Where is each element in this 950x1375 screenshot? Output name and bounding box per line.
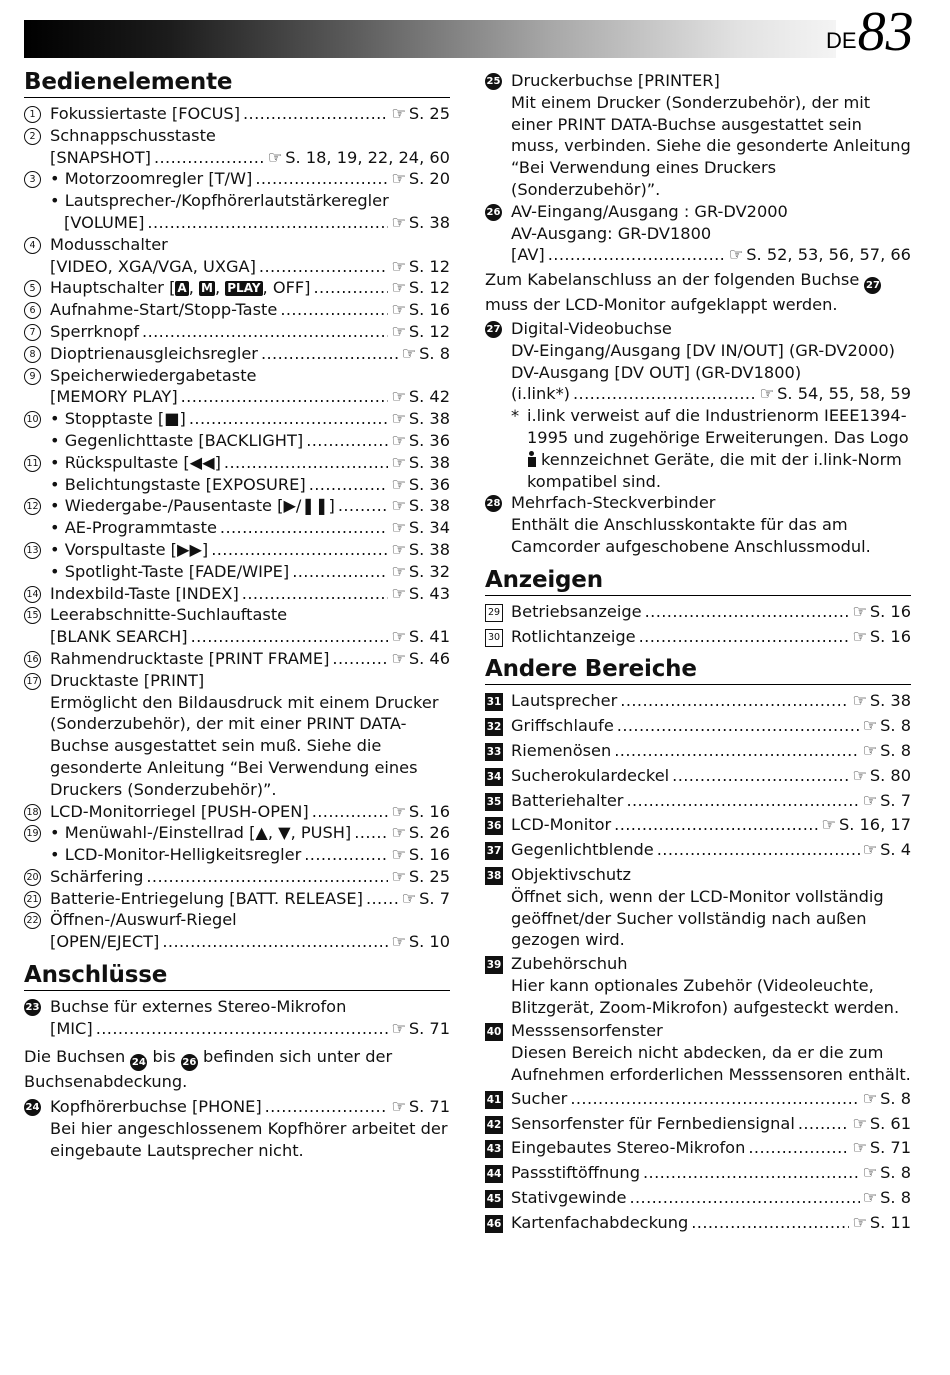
page-ref: S. 12	[408, 321, 450, 341]
reference-icon: ☞	[862, 1188, 878, 1208]
page-ref: S. 36	[408, 430, 450, 450]
note-text: Zum Kabelanschluss an der folgenden Buchse 27 muss der LCD-Monitor aufgeklappt werden.	[485, 270, 880, 315]
page-ref: S. 8	[880, 1188, 911, 1208]
page-ref: S. 12	[408, 256, 450, 276]
page-ref: S. 42	[408, 387, 450, 407]
reference-icon: ☞	[391, 648, 406, 668]
item-number: 30	[485, 629, 503, 647]
item-label: Schnappschusstaste	[50, 125, 216, 145]
page-ref: S. 71	[408, 1018, 450, 1038]
page-number	[826, 1, 914, 63]
page-ref: S. 61	[869, 1113, 911, 1133]
item-label: [BLANK SEARCH]	[50, 627, 188, 647]
item-label: Passstiftöffnung	[511, 1163, 640, 1183]
list-item	[24, 909, 450, 953]
reference-icon: ☞	[391, 474, 406, 494]
page-ref: S. 38	[869, 691, 911, 711]
list-item	[485, 765, 911, 787]
item-number: 26	[485, 204, 502, 221]
item-label: Sperrknopf	[50, 321, 140, 341]
item-label: Betriebsanzeige	[511, 601, 642, 621]
list-item	[485, 318, 911, 492]
item-number: 2	[24, 128, 41, 145]
list-item	[485, 201, 911, 266]
item-label: Druckerbuchse [PRINTER]	[511, 71, 720, 90]
item-label: [AV]	[511, 245, 545, 265]
item-label: • LCD-Monitor-Helligkeitsregler	[50, 845, 302, 865]
reference-icon: ☞	[852, 626, 867, 646]
reference-icon: ☞	[391, 801, 406, 821]
item-number: 22	[24, 912, 41, 929]
item-label: LCD-Monitor	[511, 815, 612, 835]
section-title-anzeigen: Anzeigen	[485, 566, 911, 596]
list-item	[24, 103, 450, 125]
item-label: Kopfhörerbuchse [PHONE]	[50, 1097, 262, 1117]
reference-icon: ☞	[391, 583, 406, 603]
list-item	[24, 277, 450, 299]
list-item	[485, 814, 911, 836]
list-item	[485, 715, 911, 737]
item-label: (i.link*)	[511, 384, 570, 404]
list-item	[485, 740, 911, 762]
list-item	[24, 495, 450, 539]
page-ref: S. 11	[869, 1212, 911, 1232]
page-ref: S. 16	[408, 801, 450, 821]
page-ref: S. 4	[880, 840, 911, 860]
item-label: • Menüwahl-/Einstellrad [▲, ▼, PUSH]	[50, 823, 352, 843]
item-number: 20	[24, 869, 41, 886]
item-label: Batteriehalter	[511, 790, 624, 810]
page-ref: S. 52, 53, 56, 57, 66	[746, 245, 911, 265]
list-item	[24, 125, 450, 169]
mode-play-icon: PLAY	[227, 281, 261, 296]
page-ref: S. 10	[408, 932, 450, 952]
item-label: Mehrfach-Steckverbinder	[511, 493, 716, 513]
page-ref: S. 34	[408, 518, 450, 538]
list-item	[24, 234, 450, 278]
item-label: Eingebautes Stereo-Mikrofon	[511, 1138, 746, 1158]
list-item	[24, 1096, 450, 1161]
reference-icon: ☞	[759, 384, 775, 404]
item-label: Griffschlaufe	[511, 716, 614, 736]
item-number: 9	[24, 368, 41, 385]
section-title-bedienelemente: Bedienelemente	[24, 68, 450, 98]
list-item	[485, 1162, 911, 1184]
item-label: • Stopptaste [■]	[50, 409, 186, 429]
page-ref: S. 16, 17	[838, 815, 911, 835]
page-ref: S. 38	[408, 539, 450, 559]
page-ref: S. 20	[408, 169, 450, 189]
list-item	[24, 604, 450, 648]
page-ref: S. 16	[408, 845, 450, 865]
item-number: 36	[485, 817, 503, 835]
reference-icon: ☞	[821, 815, 836, 835]
item-number: 7	[24, 324, 41, 341]
item-number: 24	[130, 1054, 147, 1071]
section-title-anschluesse: Anschlüsse	[24, 961, 450, 991]
list-item	[485, 953, 911, 1018]
item-number: 34	[485, 768, 503, 786]
right-column	[485, 70, 911, 1234]
reference-icon: ☞	[391, 278, 406, 298]
item-number: 42	[485, 1116, 503, 1134]
item-label: DV-Ausgang [DV OUT] (GR-DV1800)	[511, 362, 802, 382]
item-number: 6	[24, 302, 41, 319]
page-ref: S. 25	[408, 866, 450, 886]
item-number: 4	[24, 237, 41, 254]
list-item	[485, 790, 911, 812]
item-description: Öffnet sich, wenn der LCD-Monitor vollständig geöffnet/der Sucher vollständig nach außen gezogen wird.	[511, 886, 884, 950]
reference-icon: ☞	[391, 627, 406, 647]
list-item	[24, 670, 450, 801]
item-number: 41	[485, 1091, 503, 1109]
reference-icon: ☞	[852, 1212, 867, 1232]
reference-icon: ☞	[391, 387, 406, 407]
item-label: • Vorspultaste [▶▶]	[50, 539, 209, 559]
page-ref: S. 8	[880, 1163, 911, 1183]
list-item	[24, 888, 450, 910]
page-ref: S. 18, 19, 22, 24, 60	[285, 147, 450, 167]
item-label: [MIC]	[50, 1018, 93, 1038]
item-number: 19	[24, 825, 41, 842]
page-ref: S. 8	[880, 1088, 911, 1108]
item-label: Zubehörschuh	[511, 954, 628, 974]
item-label: Hauptschalter [ A , M , PLAY , OFF]	[50, 278, 311, 298]
reference-icon: ☞	[267, 147, 283, 167]
reference-icon: ☞	[391, 321, 406, 341]
item-number: 17	[24, 673, 41, 690]
page-ref: S. 8	[880, 716, 911, 736]
page-ref: S. 71	[408, 1097, 450, 1117]
item-label: • Lautsprecher-/Kopfhörerlautstärkeregler	[50, 191, 389, 211]
page-ref: S. 36	[408, 474, 450, 494]
page-ref: S. 16	[869, 626, 911, 646]
footnote: * i.link verweist auf die Industrienorm IEEE1394-1995 und zugehörige Erweiterungen. Das Logo kennzeichnet Geräte, die mit der i.link-Norm kompatibel sind.	[511, 406, 909, 491]
list-item	[485, 1137, 911, 1159]
item-number: 16	[24, 651, 41, 668]
list-item	[485, 626, 911, 648]
page-ref: S. 38	[408, 496, 450, 516]
item-number: 13	[24, 542, 41, 559]
item-label: Digital-Videobuchse	[511, 318, 672, 338]
reference-icon: ☞	[862, 740, 878, 760]
note-text: Die Buchsen 24 bis 26 befinden sich unter der Buchsenabdeckung.	[24, 1046, 393, 1091]
item-label: • AE-Programmtaste	[50, 518, 217, 538]
page-ref: S. 25	[408, 104, 450, 123]
reference-icon: ☞	[391, 256, 406, 276]
page-ref: S. 54, 55, 58, 59	[777, 384, 911, 404]
item-number: 23	[24, 999, 41, 1016]
reference-icon: ☞	[391, 823, 406, 843]
list-item	[24, 648, 450, 670]
item-number: 5	[24, 280, 41, 297]
item-number: 14	[24, 586, 41, 603]
section-title-andere: Andere Bereiche	[485, 655, 911, 685]
reference-icon: ☞	[391, 866, 406, 886]
page-ref: S. 8	[880, 740, 911, 760]
reference-icon: ☞	[852, 1113, 867, 1133]
list-item	[24, 866, 450, 888]
item-label: Rahmendrucktaste [PRINT FRAME]	[50, 648, 330, 668]
item-number: 15	[24, 607, 41, 624]
item-label: [OPEN/EJECT]	[50, 932, 160, 952]
page-ref: S. 38	[408, 452, 450, 472]
item-number: 33	[485, 743, 503, 761]
item-number: 24	[24, 1099, 41, 1116]
page-ref: S. 71	[869, 1138, 911, 1158]
list-item	[24, 583, 450, 605]
ilink-logo-icon	[527, 451, 537, 467]
item-label: Lautsprecher	[511, 691, 618, 711]
list-item	[485, 1113, 911, 1135]
page-ref: S. 16	[869, 601, 911, 621]
item-label: [VOLUME]	[64, 212, 145, 232]
reference-icon: ☞	[391, 430, 406, 450]
item-label: Drucktaste [PRINT]	[50, 670, 205, 690]
language-code: DE	[826, 28, 857, 53]
item-number: 35	[485, 793, 503, 811]
item-number: 46	[485, 1215, 503, 1233]
list-item	[485, 864, 911, 951]
item-label: • Spotlight-Taste [FADE/WIPE]	[50, 561, 290, 581]
item-label: Leerabschnitte-Suchlauftaste	[50, 605, 288, 625]
item-description: Hier kann optionales Zubehör (Videoleuchte, Blitzgerät, Zoom-Mikrofon) aufgesteckt werden.	[511, 975, 900, 1017]
page-ref: S. 46	[408, 648, 450, 668]
item-number: 25	[485, 73, 502, 90]
page-ref: S. 12	[408, 278, 450, 298]
item-label: Batterie-Entriegelung [BATT. RELEASE]	[50, 888, 363, 908]
item-number: 43	[485, 1140, 503, 1158]
list-item	[24, 321, 450, 343]
page-ref: S. 38	[408, 212, 450, 232]
page-ref: S. 7	[419, 888, 450, 908]
reference-icon: ☞	[862, 716, 878, 736]
item-label: Sucher	[511, 1088, 568, 1108]
item-description: Ermöglicht den Bildausdruck mit einem Drucker (Sonderzubehör), der mit einer PRINT DATA-Buchse ausgestattet sein muß. Siehe die gesonderte Anleitung “Bei Verwendung eines Druckers (Sonderzubehör)”.	[50, 692, 439, 799]
list-item	[24, 539, 450, 583]
reference-icon: ☞	[391, 1018, 406, 1038]
item-label: LCD-Monitorriegel [PUSH-OPEN]	[50, 801, 309, 821]
page-ref: S. 80	[869, 765, 911, 785]
reference-icon: ☞	[391, 496, 406, 516]
list-item	[24, 801, 450, 823]
list-item	[24, 452, 450, 496]
list-item	[485, 601, 911, 623]
page-ref: S. 7	[880, 790, 911, 810]
item-label: Speicherwiedergabetaste	[50, 365, 257, 385]
item-description: Mit einem Drucker (Sonderzubehör), der mit einer PRINT DATA-Buchse ausgestattet sein muss, verbinden. Siehe die gesonderte Anleitung “Bei Verwendung eines Druckers (Sonderzubehör)”.	[511, 92, 911, 199]
reference-icon: ☞	[852, 765, 867, 785]
item-label: • Gegenlichttaste [BACKLIGHT]	[50, 430, 304, 450]
reference-icon: ☞	[391, 539, 406, 559]
item-number: 10	[24, 411, 41, 428]
reference-icon: ☞	[391, 104, 406, 123]
list-item	[485, 839, 911, 861]
item-number: 38	[485, 867, 503, 885]
item-label: Schärfering	[50, 866, 144, 886]
page-ref: S. 8	[419, 343, 450, 363]
reference-icon: ☞	[391, 932, 406, 952]
list-item	[24, 822, 450, 866]
page-ref: S. 41	[408, 627, 450, 647]
header-gradient-bar	[24, 20, 836, 58]
list-item	[24, 299, 450, 321]
list-item	[485, 1088, 911, 1110]
list-item	[485, 690, 911, 712]
item-label: Buchse für externes Stereo-Mikrofon	[50, 997, 347, 1017]
mode-auto-icon: A	[177, 281, 187, 296]
item-number: 31	[485, 693, 503, 711]
reference-icon: ☞	[862, 1163, 878, 1183]
reference-icon: ☞	[391, 1097, 406, 1117]
page-ref: S. 26	[408, 823, 450, 843]
reference-icon: ☞	[391, 561, 406, 581]
item-label: Sucherokulardeckel	[511, 765, 670, 785]
reference-icon: ☞	[391, 212, 406, 232]
item-number: 45	[485, 1190, 503, 1208]
item-number: 27	[864, 277, 881, 294]
reference-icon: ☞	[401, 888, 417, 908]
item-number: 32	[485, 718, 503, 736]
reference-icon: ☞	[862, 840, 878, 860]
list-item	[24, 168, 450, 233]
item-number: 18	[24, 804, 41, 821]
item-number: 12	[24, 498, 41, 515]
mode-manual-icon: M	[201, 281, 213, 296]
reference-icon: ☞	[391, 169, 406, 189]
reference-icon: ☞	[852, 691, 867, 711]
reference-icon: ☞	[728, 245, 744, 265]
reference-icon: ☞	[401, 343, 417, 363]
reference-icon: ☞	[852, 601, 867, 621]
item-number: 26	[181, 1054, 198, 1071]
item-number: 39	[485, 956, 503, 974]
item-number: 44	[485, 1165, 503, 1183]
item-label: • Wiedergabe-/Pausentaste [▶/❚❚]	[50, 496, 335, 516]
item-description: Diesen Bereich nicht abdecken, da er die zum Aufnehmen erforderlichen Messsensoren enthält.	[511, 1043, 911, 1085]
item-label: • Rückspultaste [◀◀]	[50, 452, 221, 472]
list-item	[24, 365, 450, 409]
item-label: Kartenfachabdeckung	[511, 1212, 689, 1232]
item-label: Indexbild-Taste [INDEX]	[50, 583, 239, 603]
list-item	[485, 70, 911, 201]
item-label: [VIDEO, XGA/VGA, UXGA]	[50, 256, 256, 276]
list-item	[24, 996, 450, 1040]
reference-icon: ☞	[862, 790, 878, 810]
item-label: Rotlichtanzeige	[511, 626, 636, 646]
item-number: 29	[485, 604, 503, 622]
item-label: AV-Ausgang: GR-DV1800	[511, 223, 712, 243]
item-label: Messsensorfenster	[511, 1021, 663, 1041]
reference-icon: ☞	[391, 518, 406, 538]
page-ref: S. 38	[408, 409, 450, 429]
page-ref: S. 16	[408, 300, 450, 320]
item-number: 3	[24, 171, 41, 188]
list-item	[24, 408, 450, 452]
reference-icon: ☞	[391, 452, 406, 472]
item-label: DV-Eingang/Ausgang [DV IN/OUT] (GR-DV2000)	[511, 340, 896, 360]
item-label: Stativgewinde	[511, 1188, 627, 1208]
item-label: [SNAPSHOT]	[50, 147, 151, 167]
reference-icon: ☞	[852, 1138, 867, 1158]
item-label: Riemenösen	[511, 740, 612, 760]
item-label: • Belichtungstaste [EXPOSURE]	[50, 474, 306, 494]
item-label: Dioptrienausgleichsregler	[50, 343, 258, 363]
list-item	[485, 1020, 911, 1085]
item-description: Enthält die Anschlusskontakte für das am Camcorder aufgeschobene Anschlussmodul.	[511, 515, 871, 556]
reference-icon: ☞	[391, 300, 406, 320]
item-label: [MEMORY PLAY]	[50, 387, 178, 407]
item-label: • Motorzoomregler [T/W]	[50, 169, 253, 189]
page-number-value: 83	[857, 1, 914, 63]
item-label: AV-Eingang/Ausgang : GR-DV2000	[511, 201, 788, 221]
list-item	[24, 343, 450, 365]
item-number: 8	[24, 346, 41, 363]
list-item	[485, 1187, 911, 1209]
page-ref: S. 43	[408, 583, 450, 603]
item-label: Sensorfenster für Fernbediensignal	[511, 1113, 795, 1133]
list-item	[485, 1212, 911, 1234]
item-number: 21	[24, 891, 41, 908]
item-number: 11	[24, 455, 41, 472]
item-label: Modusschalter	[50, 234, 168, 254]
item-label: Aufnahme-Start/Stopp-Taste	[50, 300, 278, 320]
item-number: 40	[485, 1023, 503, 1041]
page-ref: S. 32	[408, 561, 450, 581]
item-label: Öffnen-/Auswurf-Riegel	[50, 910, 237, 930]
item-number: 28	[485, 495, 502, 512]
item-number: 1	[24, 106, 41, 123]
item-description: Bei hier angeschlossenem Kopfhörer arbeitet der eingebaute Lautsprecher nicht.	[50, 1119, 448, 1161]
reference-icon: ☞	[862, 1088, 878, 1108]
item-label: Objektivschutz	[511, 864, 631, 884]
list-item	[485, 492, 911, 557]
left-column	[24, 68, 450, 1162]
reference-icon: ☞	[391, 845, 406, 865]
item-label: Gegenlichtblende	[511, 840, 654, 860]
item-number: 37	[485, 842, 503, 860]
item-number: 27	[485, 321, 502, 338]
item-label: Fokussiertaste [FOCUS]	[50, 104, 241, 123]
reference-icon: ☞	[391, 409, 406, 429]
